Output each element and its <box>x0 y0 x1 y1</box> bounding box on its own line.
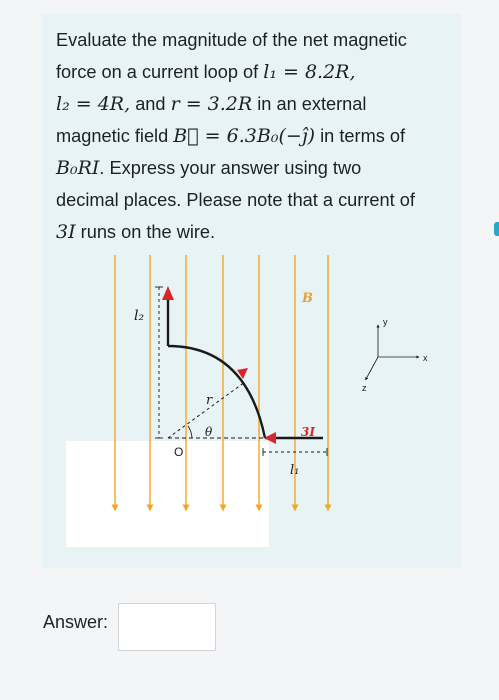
coordinate-axes <box>366 326 418 379</box>
label-theta: θ <box>205 425 213 439</box>
label-z-axis: z <box>362 383 367 393</box>
question-text-part: force on a current loop of <box>56 62 264 82</box>
scroll-edge-indicator <box>494 222 499 236</box>
theta-arc <box>188 426 192 438</box>
label-origin: O <box>174 445 184 459</box>
label-current: 3I <box>301 425 315 439</box>
question-text-part: in an external <box>252 94 367 114</box>
question-text-part: and <box>130 94 171 114</box>
question-text-part: decimal places. Please note that a current of <box>56 190 415 210</box>
r-value: r = 3.2R <box>170 93 253 115</box>
l1-value: l₁ = 8.2R, <box>263 61 356 83</box>
label-y-axis: y <box>383 317 388 327</box>
label-x-axis: x <box>423 353 428 363</box>
label-r: r <box>206 393 213 408</box>
l2-value: l₂ = 4R, <box>56 93 131 115</box>
label-l1: l₁ <box>290 463 300 478</box>
field-value: B⃗ = 6.3B₀(−ĵ) <box>173 125 316 147</box>
question-text-part: . Express your answer using two <box>99 158 362 178</box>
z-axis <box>366 357 378 379</box>
current-value: 3I <box>56 221 76 243</box>
figure-background <box>66 441 269 547</box>
question-text-part: magnetic field <box>56 126 174 146</box>
answer-label: Answer: <box>43 612 109 632</box>
question-text-part: in terms of <box>315 126 406 146</box>
label-B: B <box>302 291 313 306</box>
current-loop <box>168 292 323 438</box>
units-expression: B₀RI <box>56 157 100 179</box>
l2-dimension <box>155 287 163 438</box>
question-text-part: Evaluate the magnitude of the net magnetic <box>56 30 407 50</box>
answer-input[interactable] <box>118 603 216 651</box>
label-l2: l₂ <box>134 308 145 324</box>
question-text-part: runs on the wire. <box>75 222 216 242</box>
current-arrow <box>162 286 174 300</box>
